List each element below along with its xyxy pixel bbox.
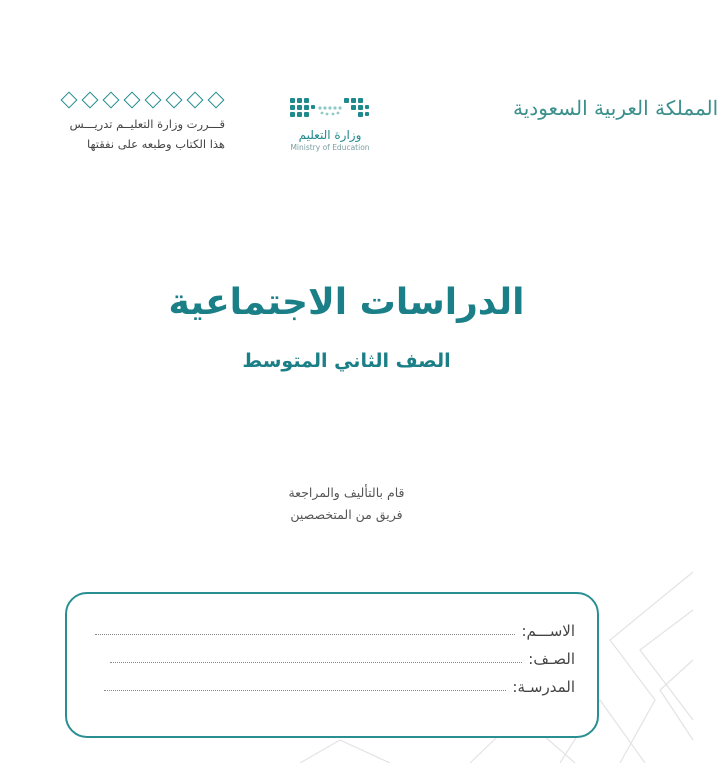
class-label: الصـف: (528, 650, 575, 668)
credits-line-2: فريق من المتخصصين (290, 507, 403, 522)
kingdom-emblem (513, 96, 718, 120)
book-title: الدراسات الاجتماعية (168, 282, 525, 323)
kingdom-calligraphy: المملكة العربية السعودية (513, 96, 718, 120)
diamond-icon (145, 92, 162, 109)
credits-line-1: قام بالتأليف والمراجعة (288, 485, 405, 500)
school-field[interactable] (104, 678, 575, 696)
ministry-logo (280, 96, 380, 152)
student-info-card (65, 592, 599, 738)
decree-line-1: قـــررت وزارة التعليــم تدريـــس (69, 117, 225, 131)
decree-line-2: هذا الكتاب وطبعه على نفقتها (86, 137, 225, 151)
diamond-icon (208, 92, 225, 109)
ministry-logo-icon (284, 96, 376, 126)
ministry-name-english: Ministry of Education (290, 143, 370, 152)
class-line[interactable] (110, 662, 522, 663)
diamond-icon (61, 92, 78, 109)
diamond-icon (166, 92, 183, 109)
credits (0, 482, 693, 526)
school-label: المدرسـة: (512, 678, 575, 696)
diamond-icon (187, 92, 204, 109)
diamond-icon (82, 92, 99, 109)
diamond-row (40, 92, 225, 108)
decree-block (40, 92, 225, 154)
ministry-name-arabic: وزارة التعليم (298, 128, 362, 142)
name-label: الاســـم: (521, 622, 575, 640)
diamond-icon (124, 92, 141, 109)
school-line[interactable] (104, 690, 506, 691)
diamond-icon (103, 92, 120, 109)
name-field[interactable] (95, 622, 575, 640)
book-subtitle: الصف الثاني المتوسط (242, 350, 451, 372)
class-field[interactable] (110, 650, 575, 668)
name-line[interactable] (95, 634, 515, 635)
